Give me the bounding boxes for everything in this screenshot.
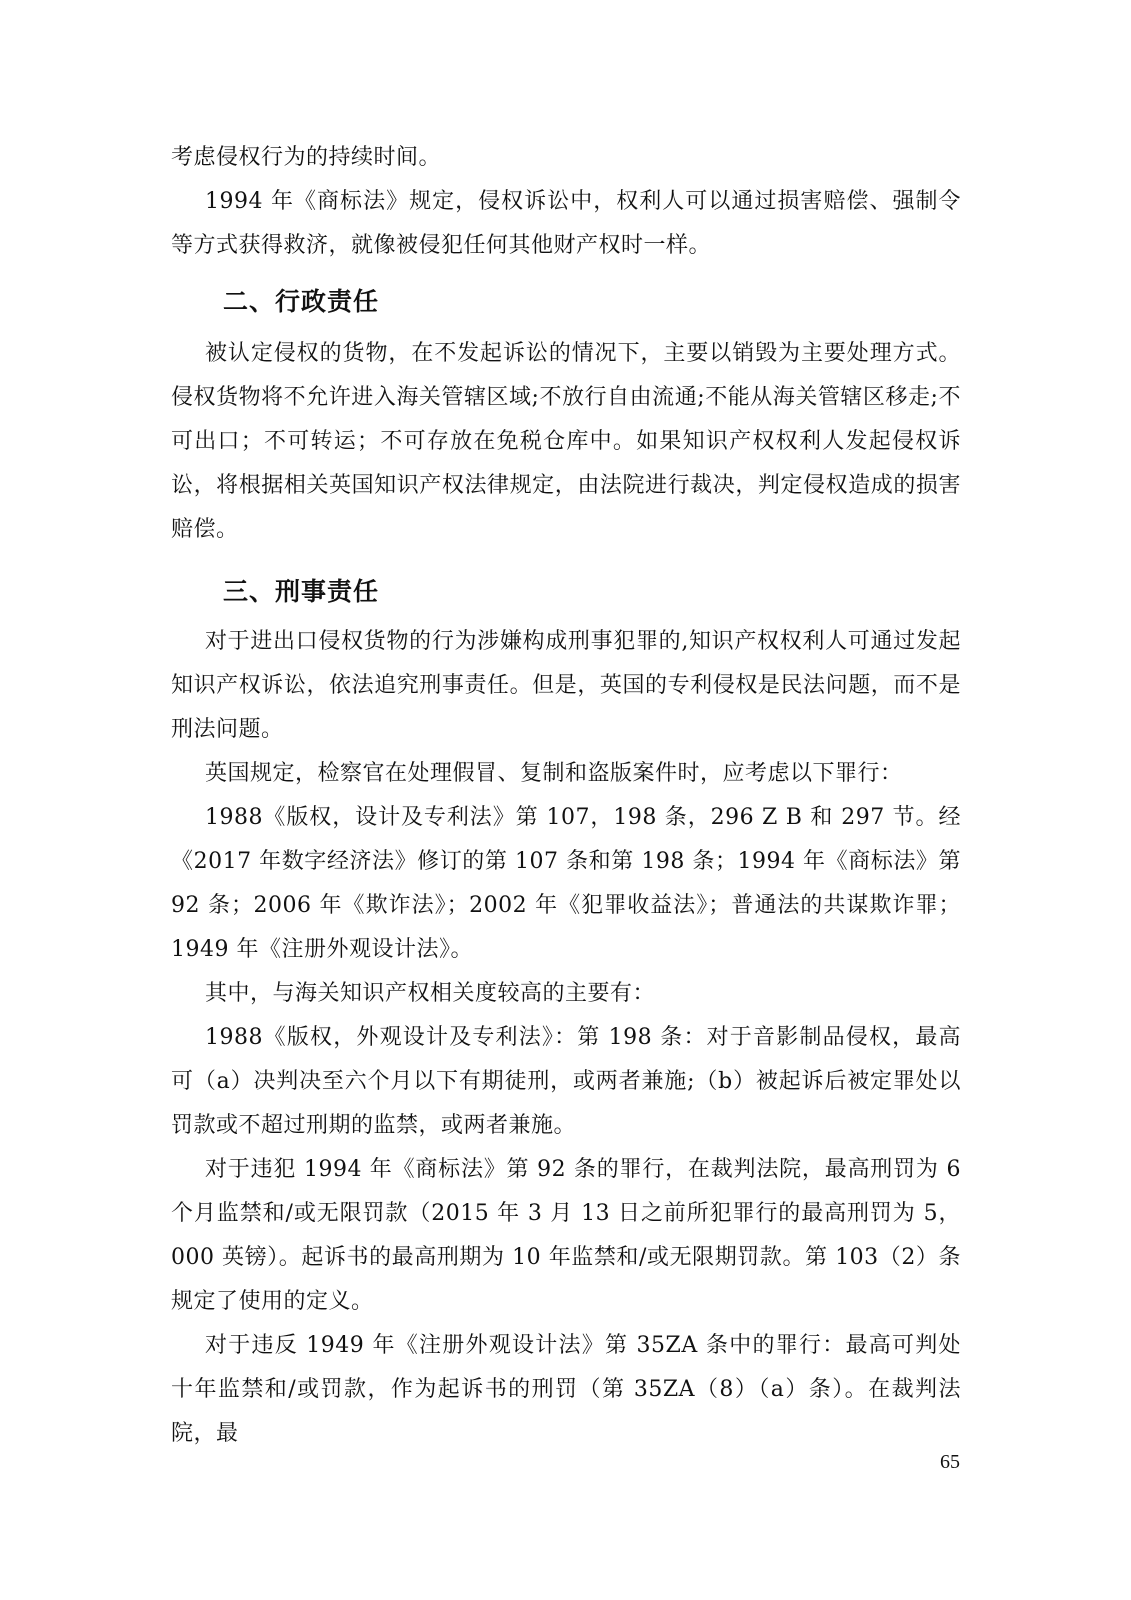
section-heading-criminal-liability: 三、刑事责任 [223,577,380,606]
paragraph-trademark-92: 对于违犯 1994 年《商标法》第 92 条的罪行，在裁判法院，最高刑罚为 6 个月监禁和/或无限罚款（2015 年 3 月 13 日之前所犯罪行的最高刑罚为 5，000 英镑）。起诉书的最高刑期为 10 年监禁和/或无限期罚款。第 103（2）条规定了使用的定义。 [171,1157,961,1314]
page-number: 65 [940,1451,960,1473]
paragraph-administrative: 被认定侵权的货物，在不发起诉讼的情况下，主要以销毁为主要处理方式。侵权货物将不允许进入海关管辖区域;不放行自由流通;不能从海关管辖区移走;不可出口；不可转运；不可存放在免税仓库中。如果知识产权权利人发起侵权诉讼，将根据相关英国知识产权法律规定，由法院进行裁决，判定侵权造成的损害赔偿。 [171,341,961,542]
paragraph-registered-designs: 对于违反 1949 年《注册外观设计法》第 35ZA 条中的罪行：最高可判处十年监禁和/或罚款，作为起诉书的刑罚（第 35ZA（8）（a）条）。在裁判法院，最 [171,1333,961,1446]
paragraph-offences-intro: 英国规定，检察官在处理假冒、复制和盗版案件时，应考虑以下罪行： [205,761,903,786]
section-heading-administrative-liability: 二、行政责任 [223,287,380,316]
paragraph-continuation: 考虑侵权行为的持续时间。 [171,145,442,170]
paragraph-customs-relevant: 其中，与海关知识产权相关度较高的主要有： [205,981,656,1006]
paragraph-criminal-intro: 对于进出口侵权货物的行为涉嫌构成刑事犯罪的,知识产权权利人可通过发起知识产权诉讼，依法追究刑事责任。但是，英国的专利侵权是民法问题，而不是刑法问题。 [171,629,961,742]
paragraph-copyright-198: 1988《版权，外观设计及专利法》：第 198 条：对于音影制品侵权，最高可（a）决判决至六个月以下有期徒刑，或两者兼施;（b）被起诉后被定罪处以罚款或不超过刑期的监禁，或两者兼施。 [171,1025,961,1138]
paragraph-offences-list: 1988《版权，设计及专利法》第 107，198 条，296 Z B 和 297 节。经《2017 年数字经济法》修订的第 107 条和第 198 条；1994 年《商标法》第 92 条；2006 年《欺诈法》；2002 年《犯罪收益法》；普通法的共谋欺诈罪；1949 年《注册外观设计法》。 [171,805,961,962]
paragraph-trademark-remedies: 1994 年《商标法》规定，侵权诉讼中，权利人可以通过损害赔偿、强制令等方式获得救济，就像被侵犯任何其他财产权时一样。 [171,189,961,258]
page-content [171,136,961,1456]
